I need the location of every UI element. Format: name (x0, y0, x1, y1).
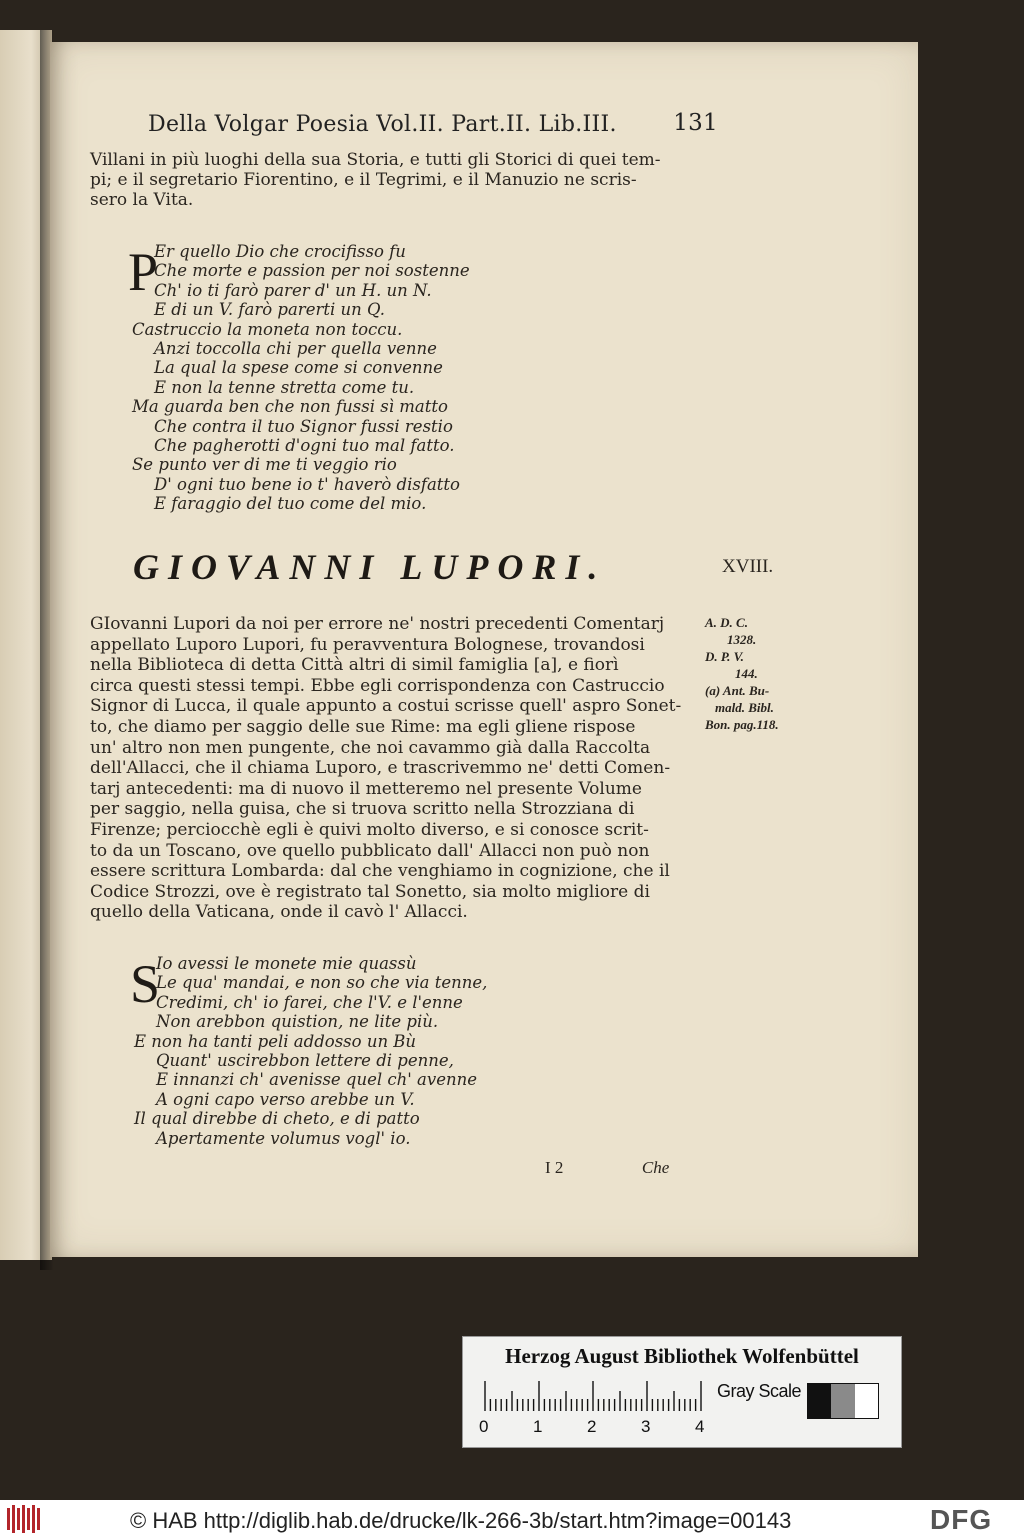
poem-line: Ma guarda ben che non fussi sì matto (132, 397, 448, 417)
page-number: 131 (673, 110, 718, 136)
sonnet-lupori (130, 954, 534, 1148)
poem-line: Ch' io ti farò parer d' un H. un N. (154, 280, 432, 300)
poem-line: Io avessi le monete mie quassù (156, 954, 417, 973)
text-line: Firenze; perciocchè egli è quivi molto diverso, e si conosce scrit- (90, 819, 649, 840)
text-line: pi; e il segretario Fiorentino, e il Tegrimi, e il Manuzio ne scris- (90, 170, 637, 190)
intro-paragraph (90, 150, 705, 210)
text-line: to, che diamo per saggio delle sue Rime: ma egli gliene rispose (90, 716, 636, 737)
margin-note: 1328. (727, 632, 757, 647)
text-line: quello della Vaticana, onde il cavò l' Allacci. (90, 902, 468, 923)
drop-cap: P (128, 242, 159, 302)
margin-note: D. P. V. (705, 649, 744, 664)
poem-line: Apertamente volumus vogl' io. (156, 1128, 411, 1148)
running-head (148, 110, 718, 137)
text-line: Signor di Lucca, il quale appunto a costui scrisse quell' aspro Sonet- (90, 696, 682, 717)
poem-line: E non la tenne stretta come tu. (154, 377, 415, 397)
gray-scale-swatches (807, 1383, 879, 1419)
text-line: to da un Toscano, ove quello pubblicato dall' Allacci non può non (90, 840, 650, 861)
poem-line: E faraggio del tuo come del mio. (154, 494, 427, 514)
main-paragraph (90, 614, 705, 923)
ruler-icon (475, 1379, 715, 1413)
poem-line: Quant' uscirebbon lettere di penne, (156, 1050, 454, 1070)
poem-line: Credimi, ch' io farei, che l'V. e l'enne (156, 992, 463, 1012)
sonnet-castruccio (128, 242, 532, 514)
poem-line: Anzi toccolla chi per quella venne (154, 338, 437, 358)
text-line: GIovanni Lupori da noi per errore ne' nostri precedenti Comentarj (90, 614, 665, 634)
text-line: tarj antecedenti: ma di nuovo il metteremo nel presente Volume (90, 778, 642, 799)
text-line: un' altro non men pungente, che noi cavammo già dalla Raccolta (90, 737, 651, 758)
margin-note: Bon. pag.118. (705, 717, 779, 732)
poem-line: La qual la spese come si convenne (154, 358, 443, 378)
signature-mark: I 2 (545, 1158, 564, 1177)
text-line: essere scrittura Lombarda: dal che venghiamo in cognizione, che il (90, 861, 670, 882)
scale-number: 0 (479, 1417, 489, 1436)
hab-logo-icon (6, 1504, 42, 1534)
text-line: nella Biblioteca di detta Città altri di simil famiglia [a], e fiorì (90, 655, 619, 676)
poem-line: E non ha tanti peli addosso un Bù (134, 1031, 417, 1051)
margin-note: 144. (735, 666, 758, 681)
text-line: appellato Luporo Lupori, fu peravventura Bolognese, trovandosi (90, 634, 645, 655)
margin-note: (a) Ant. Bu- (705, 683, 770, 698)
gray-swatch (855, 1384, 878, 1418)
gray-swatch (831, 1384, 854, 1418)
scale-number: 2 (587, 1417, 597, 1436)
poem-line: Se punto ver di me ti veggio rio (132, 455, 397, 475)
text-line: Codice Strozzi, ove è registrato tal Sonetto, sia molto migliore di (90, 881, 650, 902)
scale-number: 4 (695, 1417, 705, 1436)
gray-swatch (808, 1384, 831, 1418)
text-line: Villani in più luoghi della sua Storia, e tutti gli Storici di quei tem- (90, 150, 661, 170)
copyright-url[interactable]: © HAB http://diglib.hab.de/drucke/lk-266-3b/start.htm?image=00143 (130, 1508, 792, 1533)
running-head-title: Della Volgar Poesia Vol.II. Part.II. Lib.III. (148, 112, 617, 137)
section-heading: GIOVANNI LUPORI. (133, 547, 607, 587)
poem-line: Castruccio la moneta non toccu. (132, 319, 403, 339)
catchword: Che (641, 1158, 670, 1177)
dfg-logo: DFG (930, 1504, 993, 1535)
margin-notes (705, 614, 815, 733)
library-color-card (462, 1336, 902, 1448)
poem-line: Le qua' mandai, e non so che via tenne, (156, 973, 488, 993)
poem-line: Che morte e passion per noi sostenne (154, 261, 470, 281)
poem-line: A ogni capo verso arebbe un V. (156, 1089, 415, 1109)
gray-scale-label: Gray Scale (717, 1381, 802, 1401)
poem-line: D' ogni tuo bene io t' haverò disfatto (154, 474, 460, 494)
poem-line: Che contra il tuo Signor fussi restio (154, 416, 453, 436)
section-number: XVIII. (722, 556, 774, 577)
poem-line: Che pagherotti d'ogni tuo mal fatto. (154, 435, 455, 455)
scale-number: 1 (533, 1417, 543, 1436)
poem-line: Non arebbon quistion, ne lite più. (156, 1012, 439, 1032)
text-line: per saggio, nella guisa, che si truova scritto nella Strozziana di (90, 799, 635, 820)
drop-cap: S (130, 954, 161, 1014)
scale-number: 3 (641, 1417, 651, 1436)
text-line: circa questi stessi tempi. Ebbe egli corrispondenza con Castruccio (90, 675, 665, 696)
ruler-scale (471, 1417, 711, 1439)
text-line: dell'Allacci, che il chiama Luporo, e trascrivemmo ne' detti Comen- (90, 758, 671, 779)
poem-line: E di un V. farò parerti un Q. (154, 300, 385, 320)
poem-line: E innanzi ch' avenisse quel ch' avenne (156, 1070, 477, 1090)
poem-line: Er quello Dio che crocifisso fu (154, 242, 406, 261)
poem-line: Il qual direbbe di cheto, e di patto (134, 1109, 420, 1129)
library-name: Herzog August Bibliothek Wolfenbüttel (505, 1344, 859, 1368)
margin-note: A. D. C. (705, 615, 748, 630)
catchwords (545, 1158, 669, 1178)
footer-bar (0, 1500, 1024, 1539)
margin-note: mald. Bibl. (715, 700, 774, 715)
text-line: sero la Vita. (90, 190, 194, 210)
